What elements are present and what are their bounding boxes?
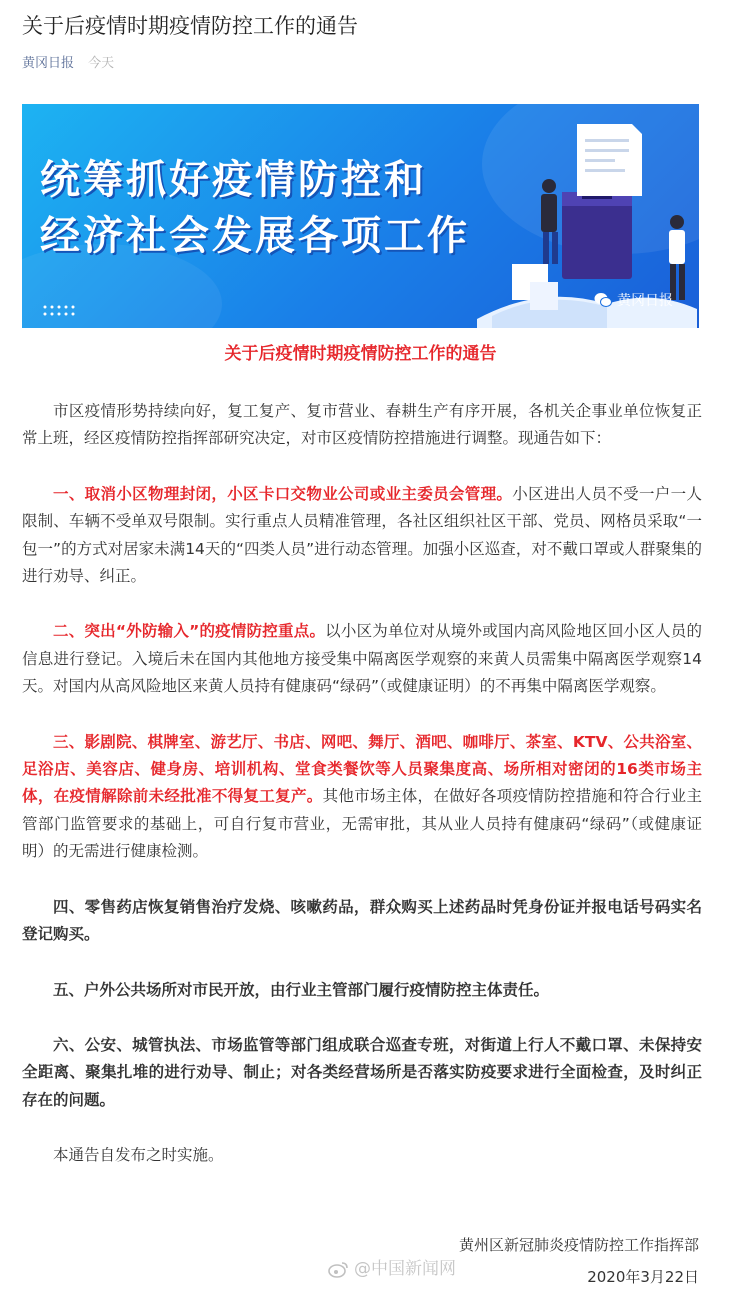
notice-body [22, 398, 702, 1198]
issue-date: 2020年3月22日 [587, 1268, 699, 1286]
wechat-icon [594, 292, 612, 308]
intro-paragraph: 市区疫情形势持续向好，复工复产、复市营业、春耕生产有序开展，各机关企事业单位恢复正常上班，经区疫情防控指挥部研究决定，对市区疫情防控措施进行调整。现通告如下： [22, 402, 702, 448]
banner-line-2: 经济社会发展各项工作 [40, 213, 470, 259]
item-2-heading: 二、突出“外防输入”的疫情防控重点。 [53, 622, 326, 641]
publish-date: 今天 [88, 56, 115, 71]
item-5-paragraph: 五、户外公共场所对市民开放，由行业主管部门履行疫情防控主体责任。 [53, 980, 550, 999]
issuer-signature: 黄州区新冠肺炎疫情防控工作指挥部 [458, 1236, 699, 1254]
article-meta [22, 55, 114, 73]
item-1-paragraph [22, 481, 702, 591]
weibo-icon [328, 1260, 350, 1278]
article-title: 关于后疫情时期疫情防控工作的通告 [22, 14, 358, 38]
item-3-paragraph [22, 729, 702, 866]
item-2-paragraph [22, 618, 702, 700]
source-link[interactable]: 黄冈日报 [22, 56, 75, 71]
closing-paragraph: 本通告自发布之时实施。 [53, 1146, 224, 1165]
item-2-text: 以小区为单位对从境外或国内高风险地区回小区人员的信息进行登记。入境后未在国内其他地方接受集中隔离医学观察的来黄人员需集中隔离医学观察14天。对国内从高风险地区来黄人员持有健康码“绿码”（或健康证明）的不再集中隔离医学观察。 [22, 622, 702, 696]
item-6-paragraph: 六、公安、城管执法、市场监管等部门组成联合巡查专班，对街道上行人不戴口罩、未保持安全距离、聚集扎堆的进行劝导、制止；对各类经营场所是否落实防疫要求进行全面检查，及时纠正存在的问题。 [22, 1035, 702, 1109]
banner-brand-label: 黄冈日报 [617, 293, 673, 309]
banner-line-1: 统筹抓好疫情防控和 [40, 157, 427, 203]
item-1-heading: 一、取消小区物理封闭，小区卡口交物业公司或业主委员会管理。 [53, 484, 513, 503]
banner-headline [40, 152, 470, 264]
watermark [328, 1258, 456, 1280]
item-3-heading: 三、影剧院、棋牌室、游艺厅、书店、网吧、舞厅、酒吧、咖啡厅、茶室、KTV、公共浴室、足浴店、美容店、健身房、培训机构、堂食类餐饮等人员聚集度高、场所相对密闭的16类市场主体，在疫情解除前未经批准不得复工复产。 [22, 732, 702, 806]
watermark-text: @中国新闻网 [354, 1259, 456, 1279]
item-4-paragraph: 四、零售药店恢复销售治疗发烧、咳嗽药品，群众购买上述药品时凭身份证并报电话号码实名登记购买。 [22, 897, 702, 944]
decorative-dots-icon [42, 304, 82, 318]
banner-image [22, 104, 699, 328]
notice-heading: 关于后疫情时期疫情防控工作的通告 [224, 344, 497, 364]
banner-brand [594, 290, 673, 310]
item-3-text: 其他市场主体，在做好各项疫情防控措施和符合行业主管部门监管要求的基础上，可自行复市营业，无需审批，其从业人员持有健康码“绿码”（或健康证明）的无需进行健康检测。 [22, 787, 702, 861]
item-1-text: 小区进出人员不受一户一人限制、车辆不受单双号限制。实行重点人员精准管理，各社区组织社区干部、党员、网格员采取“一包一”的方式对居家未满14天的“四类人员”进行动态管理。加强小区巡查，对不戴口罩或人群聚集的进行劝导、纠正。 [22, 484, 702, 586]
